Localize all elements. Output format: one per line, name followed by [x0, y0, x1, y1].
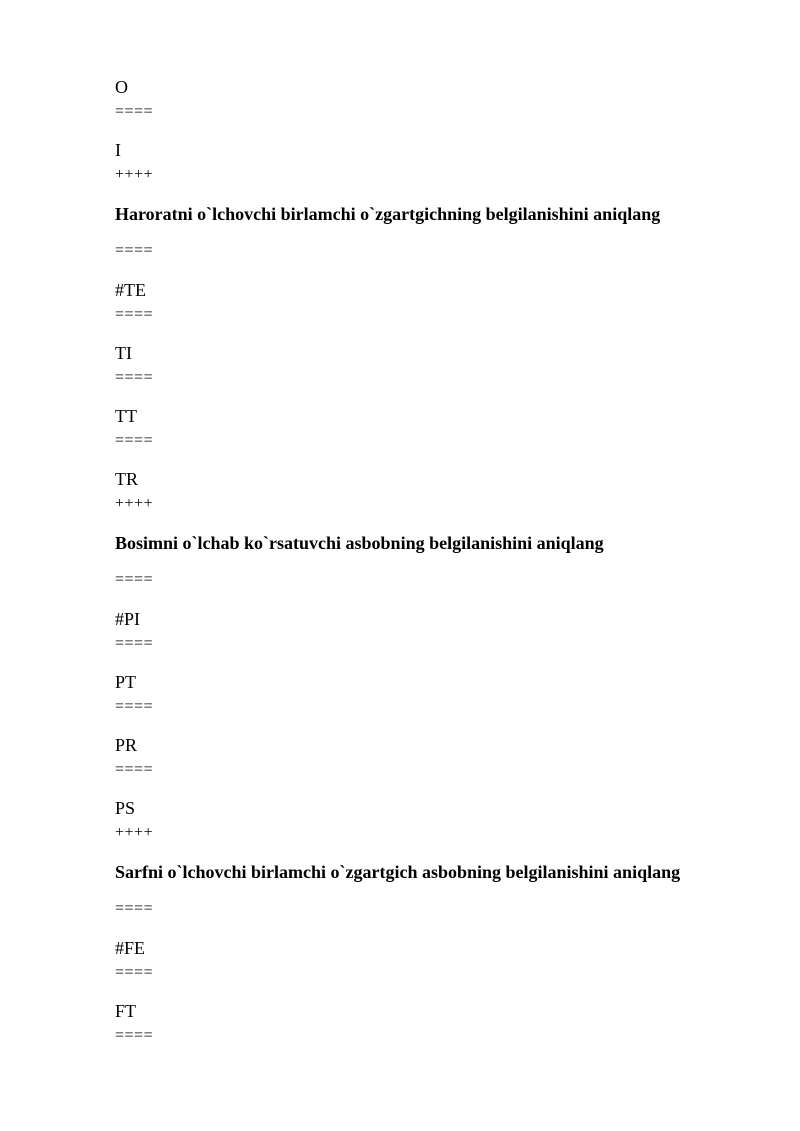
- end-marker: ++++: [115, 495, 154, 512]
- end-marker: ++++: [115, 166, 154, 183]
- answer-option: PS: [115, 798, 136, 818]
- separator: ====: [115, 1027, 154, 1044]
- answer-option: #PI: [115, 609, 141, 629]
- separator: ====: [115, 432, 154, 449]
- separator: ====: [115, 571, 154, 588]
- question-text: Sarfni o`lchovchi birlamchi o`zgartgich asbobning belgilanishini aniqlang: [115, 862, 681, 882]
- separator: ====: [115, 761, 154, 778]
- answer-option: FT: [115, 1001, 137, 1021]
- question-text: Haroratni o`lchovchi birlamchi o`zgartgichning belgilanishini aniqlang: [115, 204, 661, 224]
- answer-option: #FE: [115, 938, 146, 958]
- answer-option: PT: [115, 672, 137, 692]
- answer-option: TT: [115, 406, 137, 426]
- answer-option: TR: [115, 469, 139, 489]
- separator: ====: [115, 964, 154, 981]
- separator: ====: [115, 242, 154, 259]
- separator: ====: [115, 306, 154, 323]
- end-marker: ++++: [115, 824, 154, 841]
- separator: ====: [115, 635, 154, 652]
- answer-option: PR: [115, 735, 138, 755]
- answer-option: O: [115, 77, 128, 97]
- answer-option: #TE: [115, 280, 146, 300]
- answer-option: I: [115, 140, 121, 160]
- separator: ====: [115, 900, 154, 917]
- separator: ====: [115, 369, 154, 386]
- separator: ====: [115, 698, 154, 715]
- question-text: Bosimni o`lchab ko`rsatuvchi asbobning belgilanishini aniqlang: [115, 533, 604, 553]
- separator: ====: [115, 103, 154, 120]
- answer-option: TI: [115, 343, 132, 363]
